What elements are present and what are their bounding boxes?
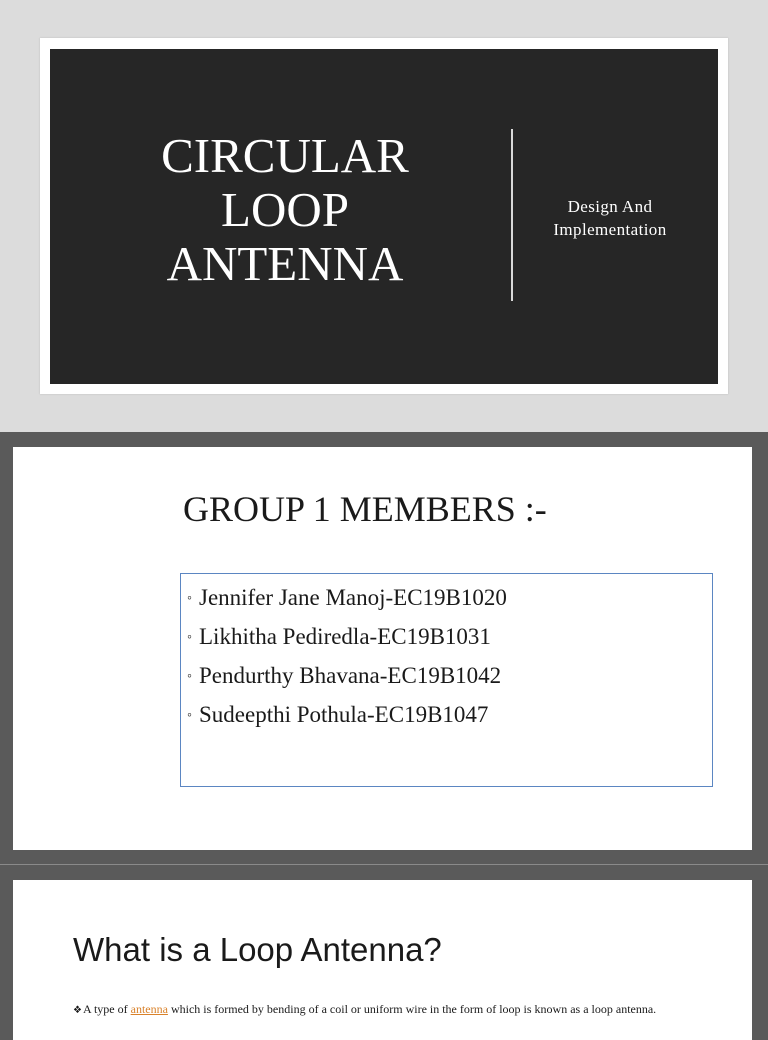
- member-name: Likhitha Pediredla-EC19B1031: [199, 624, 491, 649]
- members-slide[interactable]: [13, 447, 752, 850]
- circle-bullet-icon: ◦: [187, 669, 192, 684]
- member-name: Sudeepthi Pothula-EC19B1047: [199, 702, 489, 727]
- circle-bullet-icon: ◦: [187, 708, 192, 723]
- definition-slide[interactable]: [13, 880, 752, 1040]
- definition-paragraph: [73, 1002, 713, 1018]
- members-list: [187, 579, 507, 735]
- members-heading: GROUP 1 MEMBERS :-: [183, 489, 547, 529]
- member-name: Pendurthy Bhavana-EC19B1042: [199, 663, 502, 688]
- vertical-divider: [511, 129, 513, 301]
- list-item: [187, 618, 507, 657]
- members-text-box[interactable]: [180, 573, 713, 787]
- circle-bullet-icon: ◦: [187, 591, 192, 606]
- slide-title: CIRCULAR LOOP ANTENNA: [161, 128, 409, 291]
- list-item: [187, 696, 507, 735]
- definition-text-end: which is formed by bending of a coil or uniform wire in the form of loop is known as a loop antenna.: [167, 1002, 657, 1016]
- diamond-bullet-icon: ❖: [73, 1005, 82, 1016]
- antenna-link[interactable]: antenna: [130, 1002, 168, 1016]
- definition-text-start: A type of: [82, 1002, 131, 1016]
- list-item: [187, 657, 507, 696]
- title-slide[interactable]: [50, 49, 718, 384]
- slide-subtitle: Design And Implementation: [553, 197, 667, 239]
- circle-bullet-icon: ◦: [187, 630, 192, 645]
- definition-heading: What is a Loop Antenna?: [73, 931, 442, 968]
- list-item: [187, 579, 507, 618]
- member-name: Jennifer Jane Manoj-EC19B1020: [199, 585, 507, 610]
- slide-separator: [0, 864, 768, 865]
